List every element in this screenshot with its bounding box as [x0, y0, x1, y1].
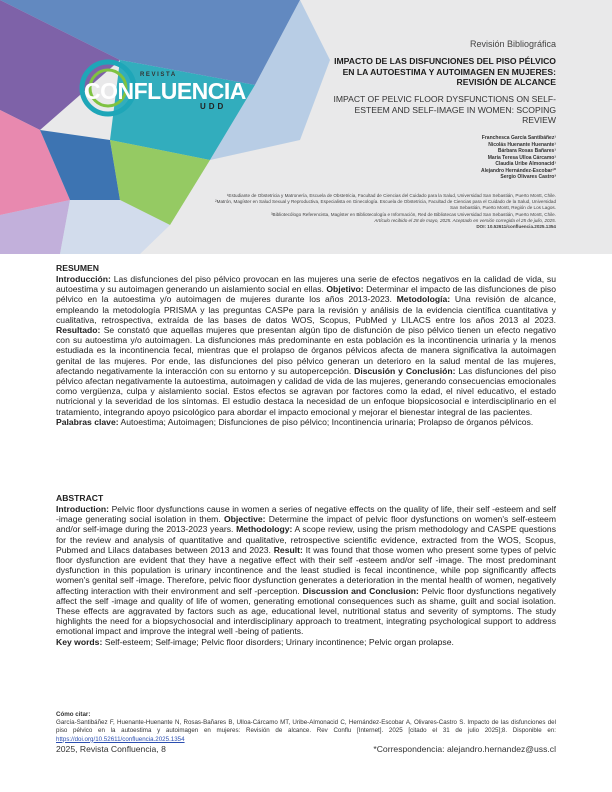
intro-label: Introduction: — [56, 504, 109, 514]
discussion-text: Pelvic floor dysfunctions negatively affect the self -image and quality of life of women, generating emotional consequences such as shame, guilt and social isolation. These effects are aggravated by factors such as age, educational level, nutritional status and severity of symptoms. The study highlights the need for a biopsychosocial and interdisciplinary approach to treatment, integrating psychological support to address emotional impact and improve the integral well -being of patients. — [56, 585, 557, 637]
objective-text: Determine the impact of pelvic floor dysfunctions on women's self-esteem and/or self-image during the 2013-2023 years. — [56, 514, 556, 535]
method-text: A scope review, using the prism methodology and CASPE questions for the review and analysis of quantitative and qualitative, retrospective scientific evidence, extracted from the WOS, Scopus, Pubmed and Lilacs databases between 2013 and 2023. — [56, 524, 557, 555]
citation-block — [56, 711, 556, 744]
discussion-label: Discusión y Conclusión: — [354, 365, 456, 376]
author: Claudia Uribe Almonacid¹ — [495, 161, 556, 167]
affiliation-line: ¹Estudiante de Obstetricia y Matronería, Escuela de Obstetricia, Facultad de Ciencias del Cuidado para la Salud, Universidad San Sebastián, Puerto Montt, Chile. — [226, 193, 556, 198]
logo-revista-text: REVISTA — [140, 72, 177, 78]
title-english: IMPACT OF PELVIC FLOOR DYSFUNCTIONS ON SELF-ESTEEM AND SELF-IMAGE IN WOMEN: SCOPING REVIEW — [333, 94, 556, 125]
result-text: It was found that those women who present some types of pelvic floor dysfunction are evident that they have a negative effect with their self -esteem and/or self -image. The most predominant dysfunction in this population is urinary incontinence and the least studied is fecal incontinence, while pop significantly affects women's genital self -image. Therefore, pelvic floor dysfunction generates a deterioration in the mental health of women, negatively affecting interaction with their environment and self -perception. — [56, 544, 557, 596]
result-text: Se constató que aquellas mujeres que presentan algún tipo de disfunción de piso pélvico tienen un efecto negativo con su autoestima y/o autoimagen. La disfunciones más predominante en esta población es la incontinencia urinaria y la menos estudiada es la incontinencia fecal, mientras que el prolapso de órganos pélvicos afecta de manera significativa la autoimagen genital de las mujeres. Por ende, las disfunciones del piso pélvico generan un deterioro en la salud mental de las mujeres, afectando negativamente la interacción con su entorno y su autopercepción. — [56, 325, 556, 376]
author: Bárbara Rosas Bañares¹ — [497, 148, 556, 154]
author-list — [481, 135, 556, 181]
objective-label: Objetivo: — [326, 284, 364, 295]
objective-label: Objective: — [223, 514, 266, 525]
result-label: Resultado: — [56, 325, 101, 336]
objective-text: Determinar el impacto de las disfunciones de piso pélvico en la autoestima y/o autoimagen de mujeres durante los años 2013-2023. — [56, 284, 557, 305]
result-label: Result: — [273, 544, 303, 555]
doi: DOI: 10.52611/confluencia.2025.1354 — [476, 224, 556, 230]
keywords-text: Self-esteem; Self-image; Pelvic floor disorders; Urinary incontinence; Pelvic organ prolapse. — [104, 636, 454, 647]
affiliation-line: ³Bibliotecólogo Referencista, Magíster en Bibliotecología e Información, Red de Bibliotecas Universidad San Sebastián, Puerto Montt, Chile. — [271, 211, 556, 217]
discussion-label: Discussion and Conclusion: — [302, 585, 419, 596]
author: Sergio Olivares Castro³ — [500, 174, 556, 180]
keywords-text: Autoestima; Autoimagen; Disfunciones de piso pélvico; Incontinencia urinaria; Prolapso de órganos pélvicos. — [120, 416, 534, 427]
keywords-label: Palabras clave: — [56, 416, 119, 427]
abstract-heading: ABSTRACT — [56, 493, 104, 503]
citation-text: García-Santibáñez F, Huenante-Huenante N, Rosas-Bañares B, Ulloa-Cárcamo MT, Uribe-Almonacid C, Hernández-Escobar A, Olivares-Castro S. Impacto de las disfunciones del piso pélvico en la autoestima y autoimagen en mujeres: Revisión de alcance. Rev Conflu [Internet]. 2025 [citado el 31 de julio 2025];8. Disponible en: — [56, 719, 556, 735]
resumen-body — [56, 274, 556, 427]
intro-text: Las disfunciones del piso pélvico provocan en las mujeres una serie de efectos negativos en la calidad de vida, su autoestima y su autoimagen generando un aislamiento social en ellas. — [56, 274, 557, 295]
author: Alejandro Hernández-Escobar²* — [480, 167, 556, 174]
keywords-label: Key words: — [56, 636, 103, 647]
author: Franchesca García Santibáñez¹ — [481, 135, 556, 141]
title-spanish: IMPACTO DE LAS DISFUNCIONES DEL PISO PÉLVICO EN LA AUTOESTIMA Y AUTOIMAGEN EN MUJERES: REVISIÓN DE ALCANCE — [334, 56, 556, 87]
citation-link[interactable]: https://doi.org/10.52611/confluencia.2025.1354 — [56, 735, 185, 743]
affiliations — [36, 193, 556, 230]
affiliation-line: San Sebastián, Puerto Montt, Región de Los Lagos. — [450, 205, 556, 211]
intro-text: Pelvic floor dysfunctions cause in women a series of negative effects on the quality of life, their self -esteem and self -image generating social isolation in them. — [56, 504, 556, 525]
author: Nicolás Huenante Huenante¹ — [488, 141, 556, 148]
logo-confluencia: CONFLUENCIA — [84, 78, 246, 104]
method-label: Methodology: — [236, 524, 293, 535]
header-band — [0, 0, 612, 254]
logo-udd-text: UDD — [200, 102, 227, 111]
abstract-body — [56, 504, 556, 647]
method-text: Una revisión de alcance, empleando la metodología PRISMA y las preguntas CASPe para la revisión y análisis de la evidencia científica cuantitativa y cualitativa, retrospectiva, extraída de las bases de datos WOS, Scopus, PubMed y LILACS entre los años 2013 al 2023. — [56, 294, 557, 325]
author: María Teresa Ulloa Cárcamo¹ — [487, 154, 556, 161]
method-label: Metodología: — [396, 294, 451, 305]
received-date: Artículo recibido el 28 de mayo, 2025. Aceptado en versión corregida el 25 de julio, 2025. — [374, 217, 556, 223]
section-label: Revisión Bibliográfica — [469, 39, 556, 49]
intro-label: Introducción: — [56, 274, 111, 284]
footer-journal: 2025, Revista Confluencia, 8 — [56, 744, 166, 754]
citation-label: Cómo citar: — [56, 711, 91, 718]
footer-correspondence: *Correspondencia: alejandro.hernandez@uss.cl — [373, 744, 556, 754]
resumen-heading: RESUMEN — [56, 263, 99, 273]
affiliation-line: ²Matrón, Magíster en Salud Sexual y Reproductiva, Especialista en Ginecología. Escuela de Obstetricia, Facultad de Ciencias para el Cuidado de la Salud, Universidad — [215, 199, 556, 205]
discussion-text: Las disfunciones del piso pélvico afectan negativamente la autoestima, autoimagen y calidad de vida de las mujeres, generando consecuencias emocionales como vergüenza, culpa y aislamiento social. Estos efectos se agravan por factores como la edad, el nivel educativo, el estado nutricional y la severidad de los síntomas. El estudio destaca la necesidad de un enfoque biopsicosocial e interdisciplinario en el tratamiento, integrando apoyo psicológico para abordar el impacto emocional y mejorar el bienestar integral de las pacientes. — [56, 365, 556, 417]
